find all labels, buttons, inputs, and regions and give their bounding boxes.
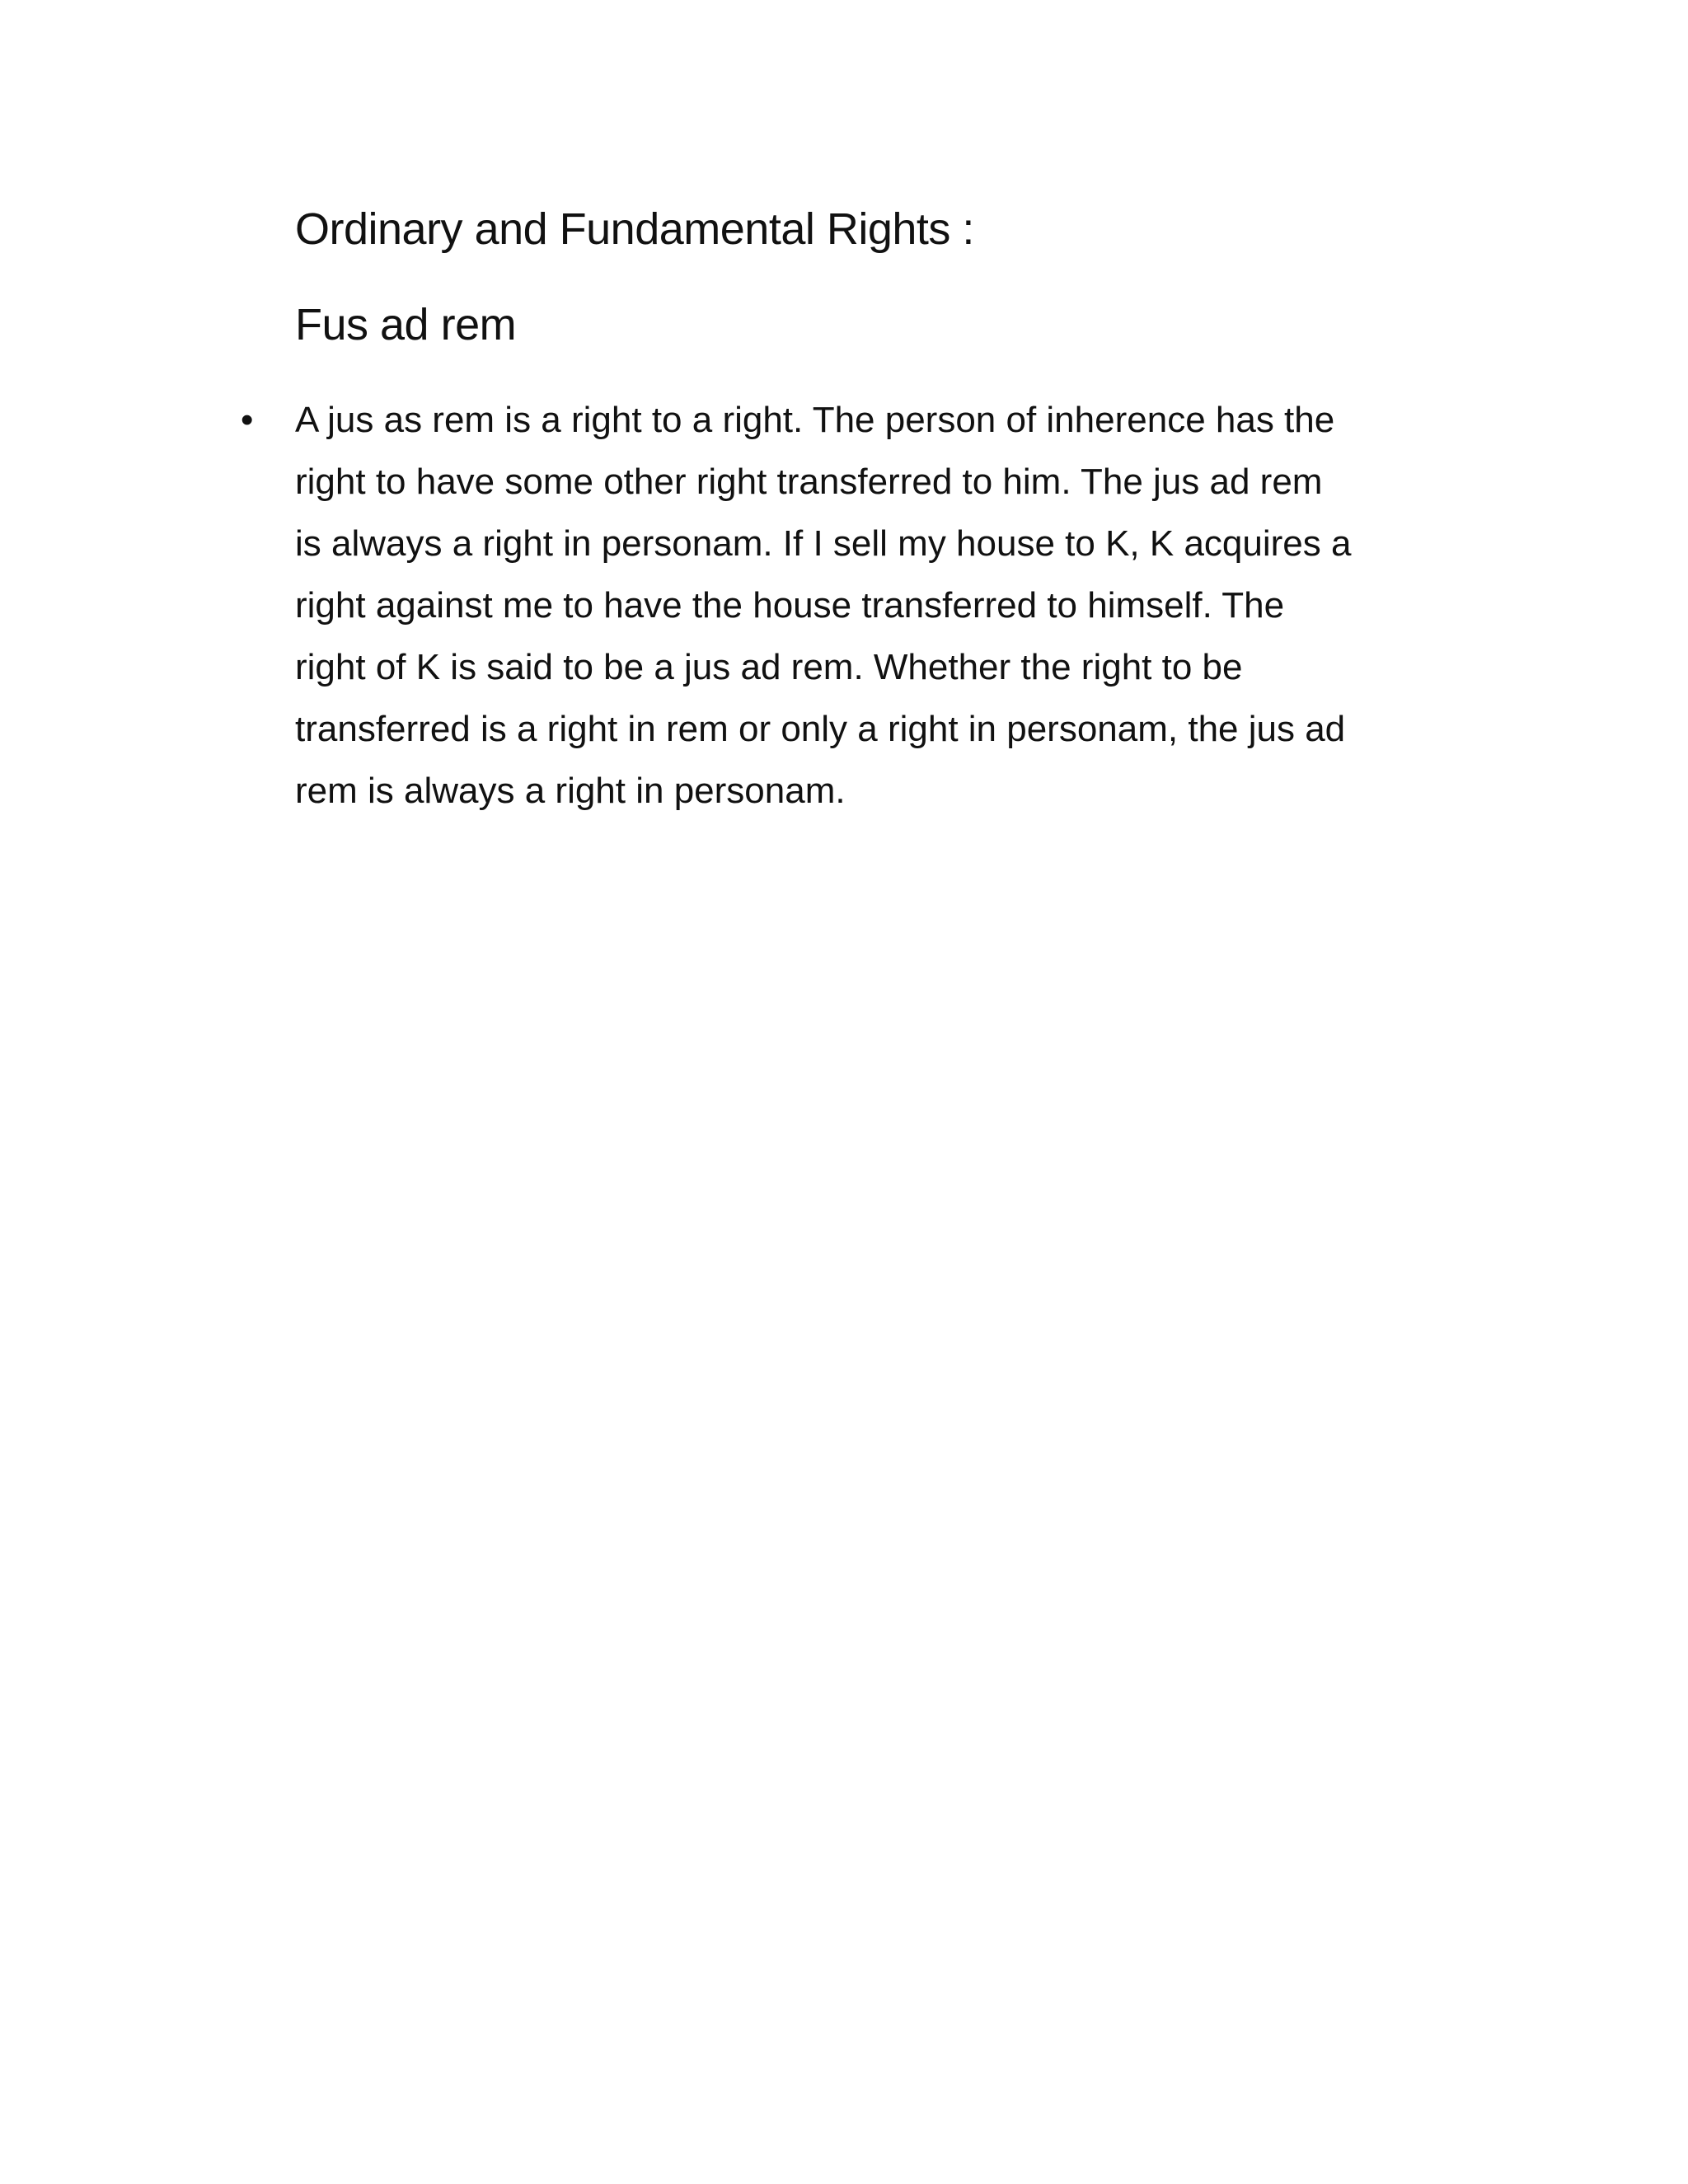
bullet-icon: •	[241, 400, 254, 440]
paragraph-line: right of K is said to be a jus ad rem. Whether the right to be	[295, 647, 1243, 687]
paragraph-line: right against me to have the house transferred to himself. The	[295, 585, 1285, 626]
bullet-paragraph	[295, 389, 1482, 822]
section-heading: Ordinary and Fundamental Rights :	[295, 204, 974, 254]
paragraph-line: rem is always a right in personam.	[295, 771, 846, 811]
paragraph-line: A jus as rem is a right to a right. The person of inherence has the	[295, 400, 1335, 440]
paragraph-line: transferred is a right in rem or only a right in personam, the jus ad	[295, 709, 1346, 749]
paragraph-line: is always a right in personam. If I sell my house to K, K acquires a	[295, 523, 1352, 564]
subsection-heading: Fus ad rem	[295, 300, 517, 349]
paragraph-line: right to have some other right transferred to him. The jus ad rem	[295, 462, 1323, 502]
